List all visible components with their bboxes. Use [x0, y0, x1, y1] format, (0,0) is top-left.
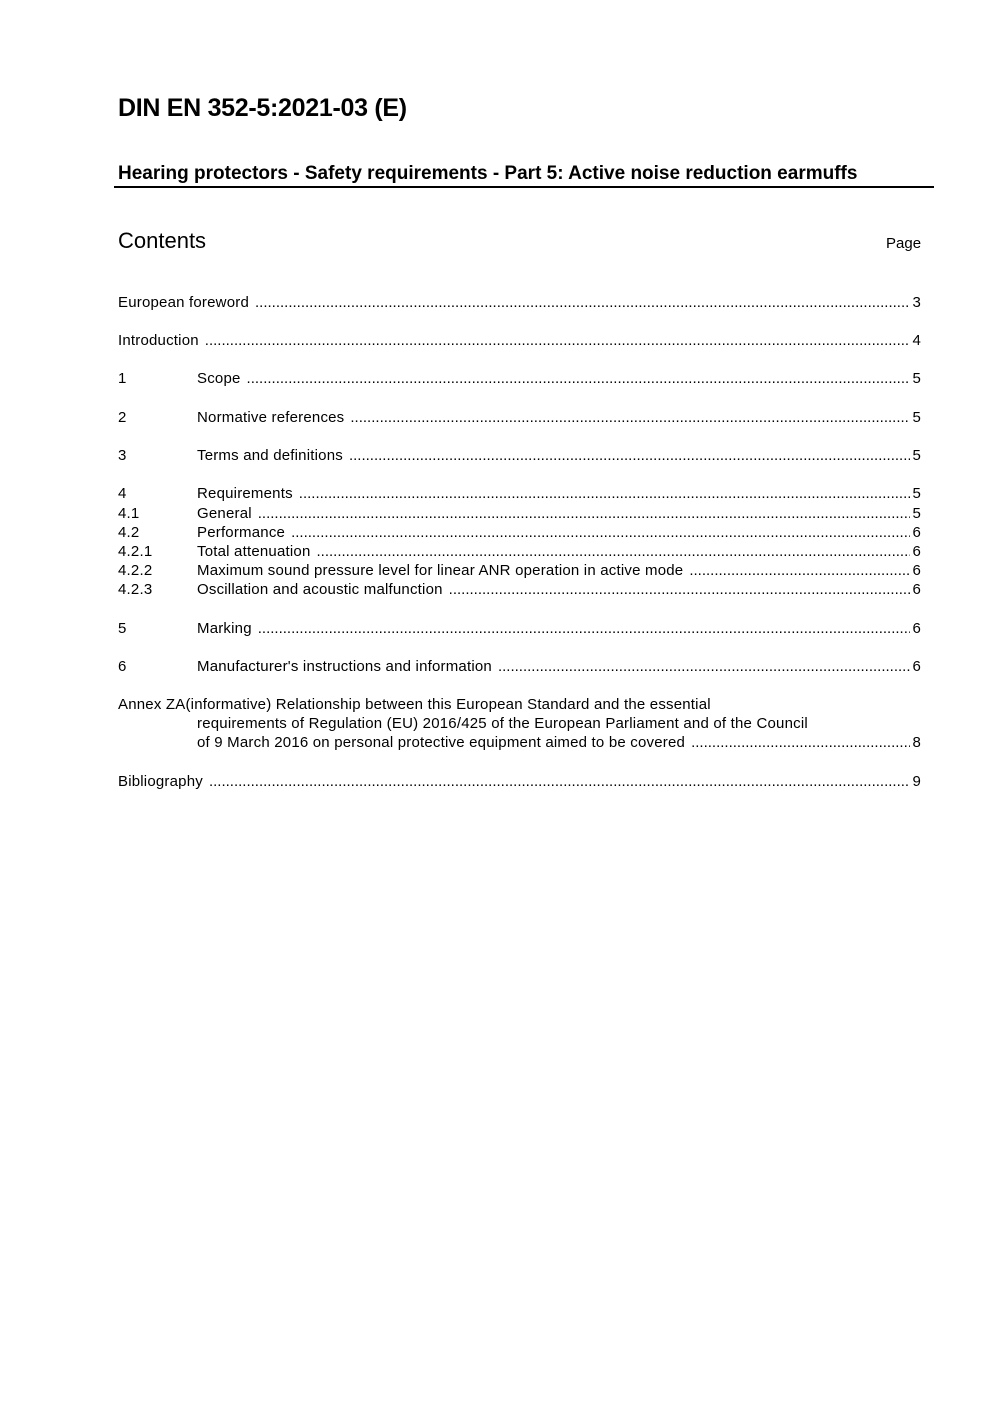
- toc-entry-number: 6: [118, 658, 127, 675]
- toc-leader-dots: [691, 733, 910, 752]
- toc-entry-title: Performance: [197, 524, 286, 541]
- toc-entry-total-attenuation[interactable]: [118, 542, 921, 561]
- toc-entry-number: 2: [118, 409, 127, 426]
- toc-leader-dots: [247, 369, 911, 388]
- toc-entry-title: Scope: [197, 370, 241, 387]
- page-column-heading: Page: [886, 235, 922, 252]
- toc-entry-maximum-sound-pressure-level[interactable]: [118, 561, 921, 580]
- toc-entry-oscillation[interactable]: [118, 580, 921, 599]
- toc-entry-performance[interactable]: [118, 523, 921, 542]
- toc-entry-page: 5: [912, 447, 921, 464]
- toc-entry-title: Oscillation and acoustic malfunction: [197, 581, 443, 598]
- toc-leader-dots: [449, 580, 911, 599]
- toc-entry-title: Introduction: [118, 332, 199, 349]
- toc-entry-page: 6: [912, 543, 921, 560]
- toc-entry-title: Total attenuation: [197, 543, 311, 560]
- toc-entry-requirements[interactable]: [118, 484, 921, 503]
- toc-entry-title: Maximum sound pressure level for linear ANR operation in active mode: [197, 562, 684, 579]
- toc-entry-title: Terms and definitions: [197, 447, 343, 464]
- toc-entry-terms-and-definitions[interactable]: [118, 446, 921, 465]
- toc-leader-dots: [205, 331, 911, 350]
- toc-entry-number: 4: [118, 485, 127, 502]
- toc-leader-dots: [299, 484, 911, 503]
- toc-entry-title: of 9 March 2016 on personal protective equipment aimed to be covered: [197, 734, 686, 751]
- toc-entry-number: 1: [118, 370, 127, 387]
- title-rule: [114, 186, 934, 188]
- annex-title-line-2: requirements of Regulation (EU) 2016/425 of the European Parliament and of the Council: [197, 715, 808, 732]
- toc-entry-page: 6: [912, 620, 921, 637]
- toc-entry-page: 3: [912, 294, 921, 311]
- document-id: DIN EN 352-5:2021-03 (E): [118, 94, 407, 122]
- toc-leader-dots: [689, 561, 910, 580]
- toc-entry-page: 5: [912, 485, 921, 502]
- toc-entry-scope[interactable]: [118, 369, 921, 388]
- toc-entry-title: Manufacturer's instructions and information: [197, 658, 492, 675]
- toc-entry-page: 8: [912, 734, 921, 751]
- contents-heading: Contents: [118, 228, 207, 253]
- toc-entry-marking[interactable]: [118, 619, 921, 638]
- toc-entry-introduction[interactable]: [118, 331, 921, 350]
- toc-leader-dots: [316, 542, 910, 561]
- toc-entry-title: European foreword: [118, 294, 249, 311]
- toc-entry-title: General: [197, 505, 252, 522]
- toc-entry-page: 5: [912, 409, 921, 426]
- toc-leader-dots: [350, 408, 910, 427]
- toc-leader-dots: [349, 446, 911, 465]
- toc-entry-number: 4.2: [118, 524, 140, 541]
- toc-entry-page: 4: [912, 332, 921, 349]
- toc-entry-page: 6: [912, 562, 921, 579]
- toc-entry-general[interactable]: [118, 504, 921, 523]
- toc-leader-dots: [258, 619, 911, 638]
- toc-entry-number: 3: [118, 447, 127, 464]
- toc-entry-title: Bibliography: [118, 773, 203, 790]
- toc-entry-normative-references[interactable]: [118, 408, 921, 427]
- toc-entry-page: 6: [912, 581, 921, 598]
- toc-entry-page: 6: [912, 524, 921, 541]
- toc-entry-page: 5: [912, 370, 921, 387]
- toc-entry-number: 4.1: [118, 505, 140, 522]
- toc-entry-page: 9: [912, 773, 921, 790]
- toc-entry-page: 6: [912, 658, 921, 675]
- toc-entry-number: 5: [118, 620, 127, 637]
- toc-entry-number: 4.2.1: [118, 543, 153, 560]
- toc-entry-title: Normative references: [197, 409, 345, 426]
- annex-title-line-3: [197, 733, 921, 752]
- toc-entry-european-foreword[interactable]: [118, 293, 921, 312]
- toc-leader-dots: [258, 504, 911, 523]
- toc-leader-dots: [209, 772, 911, 791]
- toc-entry-bibliography[interactable]: [118, 772, 921, 791]
- annex-title-line-1: Annex ZA(informative) Relationship between this European Standard and the essential: [118, 696, 711, 713]
- toc-entry-manufacturers-instructions[interactable]: [118, 657, 921, 676]
- toc-entry-title: Requirements: [197, 485, 293, 502]
- toc-leader-dots: [498, 657, 911, 676]
- toc-entry-page: 5: [912, 505, 921, 522]
- toc-leader-dots: [291, 523, 910, 542]
- toc-leader-dots: [255, 293, 910, 312]
- toc-entry-title: Marking: [197, 620, 252, 637]
- toc-entry-number: 4.2.2: [118, 562, 153, 579]
- toc-entry-number: 4.2.3: [118, 581, 153, 598]
- document-title: Hearing protectors - Safety requirements - Part 5: Active noise reduction earmuffs: [118, 163, 858, 184]
